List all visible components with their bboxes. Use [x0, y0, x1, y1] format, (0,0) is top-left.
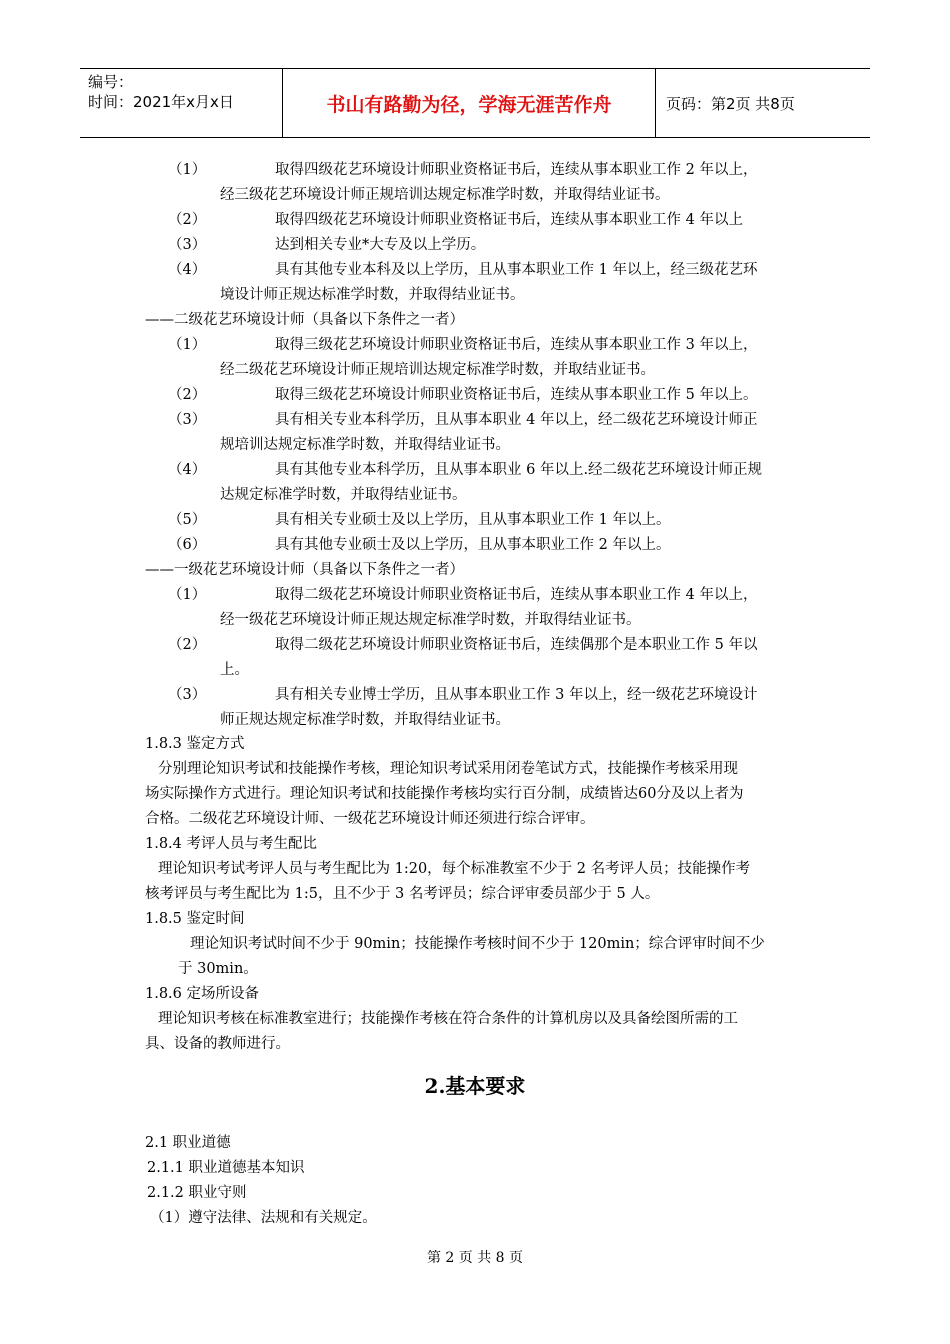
list-number: （3） [168, 687, 207, 703]
list-item-text: 取得三级花艺环境设计师职业资格证书后，连续从事本职业工作 3 年以上， [275, 337, 758, 353]
section-1-8-3: 1.8.3 鉴定方式 [145, 736, 245, 752]
page-header [80, 68, 870, 138]
section-2-1-1: 2.1.1 职业道德基本知识 [147, 1160, 305, 1176]
list-item-text: 达到相关专业*大专及以上学历。 [275, 237, 486, 253]
section-1-8-5: 1.8.5 鉴定时间 [145, 911, 245, 927]
section-1-8-4: 1.8.4 考评人员与考生配比 [145, 836, 318, 852]
list-item-text: 具有相关专业本科学历，且从事本职业 4 年以上，经二级花艺环境设计师正 [275, 412, 758, 428]
list-item-text: 取得二级花艺环境设计师职业资格证书后，连续从事本职业工作 4 年以上， [275, 587, 758, 603]
section-2-1: 2.1 职业道德 [145, 1135, 231, 1151]
paragraph: 合格。二级花艺环境设计师、一级花艺环境设计师还须进行综合评审。 [145, 811, 595, 827]
date-label: 时间：2021年x月x日 [88, 93, 234, 111]
subheading: ——二级花艺环境设计师（具备以下条件之一者） [145, 312, 464, 328]
code-label: 编号： [88, 73, 134, 91]
list-item-text: 取得二级花艺环境设计师职业资格证书后，连续偶那个是本职业工作 5 年以 [275, 637, 758, 653]
list-item-text: 具有相关专业博士学历，且从事本职业工作 3 年以上，经一级花艺环境设计 [275, 687, 758, 703]
list-item-text: 达规定标准学时数，并取得结业证书。 [220, 487, 467, 503]
chapter-title: 2.基本要求 [424, 1074, 526, 1098]
paragraph: 场实际操作方式进行。理论知识考试和技能操作考核均实行百分制，成绩皆达60分及以上者为 [145, 786, 744, 802]
list-number: （1） [168, 587, 207, 603]
paragraph: 于 30min。 [178, 961, 258, 977]
list-item-text: 境设计师正规达标准学时数，并取得结业证书。 [220, 287, 525, 303]
paragraph: 核考评员与考生配比为 1:5，且不少于 3 名考评员；综合评审委员部少于 5 人。 [145, 886, 660, 902]
list-number: （2） [168, 637, 207, 653]
list-number: （3） [168, 237, 207, 253]
list-item-text: 上。 [220, 662, 249, 678]
paragraph: 分别理论知识考试和技能操作考核，理论知识考试采用闭卷笔试方式，技能操作考核采用现 [158, 761, 738, 777]
list-item-text: 规培训达规定标准学时数，并取得结业证书。 [220, 437, 510, 453]
list-number: （6） [168, 537, 207, 553]
subheading: ——一级花艺环境设计师（具备以下条件之一者） [145, 562, 464, 578]
list-number: （4） [168, 262, 207, 278]
list-number: （1） [168, 162, 207, 178]
list-item-text: 具有其他专业硕士及以上学历，且从事本职业工作 2 年以上。 [275, 537, 671, 553]
list-item-text: 取得三级花艺环境设计师职业资格证书后，连续从事本职业工作 5 年以上。 [275, 387, 758, 403]
list-number: （3） [168, 412, 207, 428]
list-item-text: 具有其他专业本科及以上学历，且从事本职业工作 1 年以上，经三级花艺环 [275, 262, 758, 278]
list-number: （2） [168, 387, 207, 403]
paragraph: 理论知识考核在标准教室进行；技能操作考核在符合条件的计算机房以及具备绘图所需的工 [158, 1011, 738, 1027]
page-footer: 第 2 页 共 8 页 [426, 1250, 524, 1266]
paragraph: 理论知识考试考评人员与考生配比为 1:20，每个标准教室不少于 2 名考评人员；技能操作考 [158, 861, 751, 877]
list-item-text: 取得四级花艺环境设计师职业资格证书后，连续从事本职业工作 2 年以上， [275, 162, 758, 178]
paragraph: 具、设备的教师进行。 [145, 1036, 290, 1052]
list-number: （5） [168, 512, 207, 528]
motto: 书山有路勤为径，学海无涯苦作舟 [283, 69, 656, 137]
list-item-text: 具有相关专业硕士及以上学历，且从事本职业工作 1 年以上。 [275, 512, 671, 528]
list-item-text: 经二级花艺环境设计师正规培训达规定标准学时数，并取结业证书。 [220, 362, 655, 378]
list-number: （1） [168, 337, 207, 353]
list-item-text: 师正规达规定标准学时数，并取得结业证书。 [220, 712, 510, 728]
header-meta-cell [80, 69, 283, 137]
page-info: 页码：第2页 共8页 [666, 95, 795, 113]
list-number: （2） [168, 212, 207, 228]
paragraph: （1）遵守法律、法规和有关规定。 [150, 1210, 377, 1226]
list-number: （4） [168, 462, 207, 478]
list-item-text: 具有其他专业本科学历，且从事本职业 6 年以上.经二级花艺环境设计师正规 [275, 462, 763, 478]
list-item-text: 取得四级花艺环境设计师职业资格证书后，连续从事本职业工作 4 年以上 [275, 212, 743, 228]
list-item-text: 经三级花艺环境设计师正规培训达规定标准学时数，并取得结业证书。 [220, 187, 670, 203]
section-1-8-6: 1.8.6 定场所设备 [145, 986, 260, 1002]
section-2-1-2: 2.1.2 职业守则 [147, 1185, 247, 1201]
list-item-text: 经一级花艺环境设计师正规达规定标准学时数，并取得结业证书。 [220, 612, 641, 628]
paragraph: 理论知识考试时间不少于 90min；技能操作考核时间不少于 120min；综合评审时间不少 [190, 936, 765, 952]
